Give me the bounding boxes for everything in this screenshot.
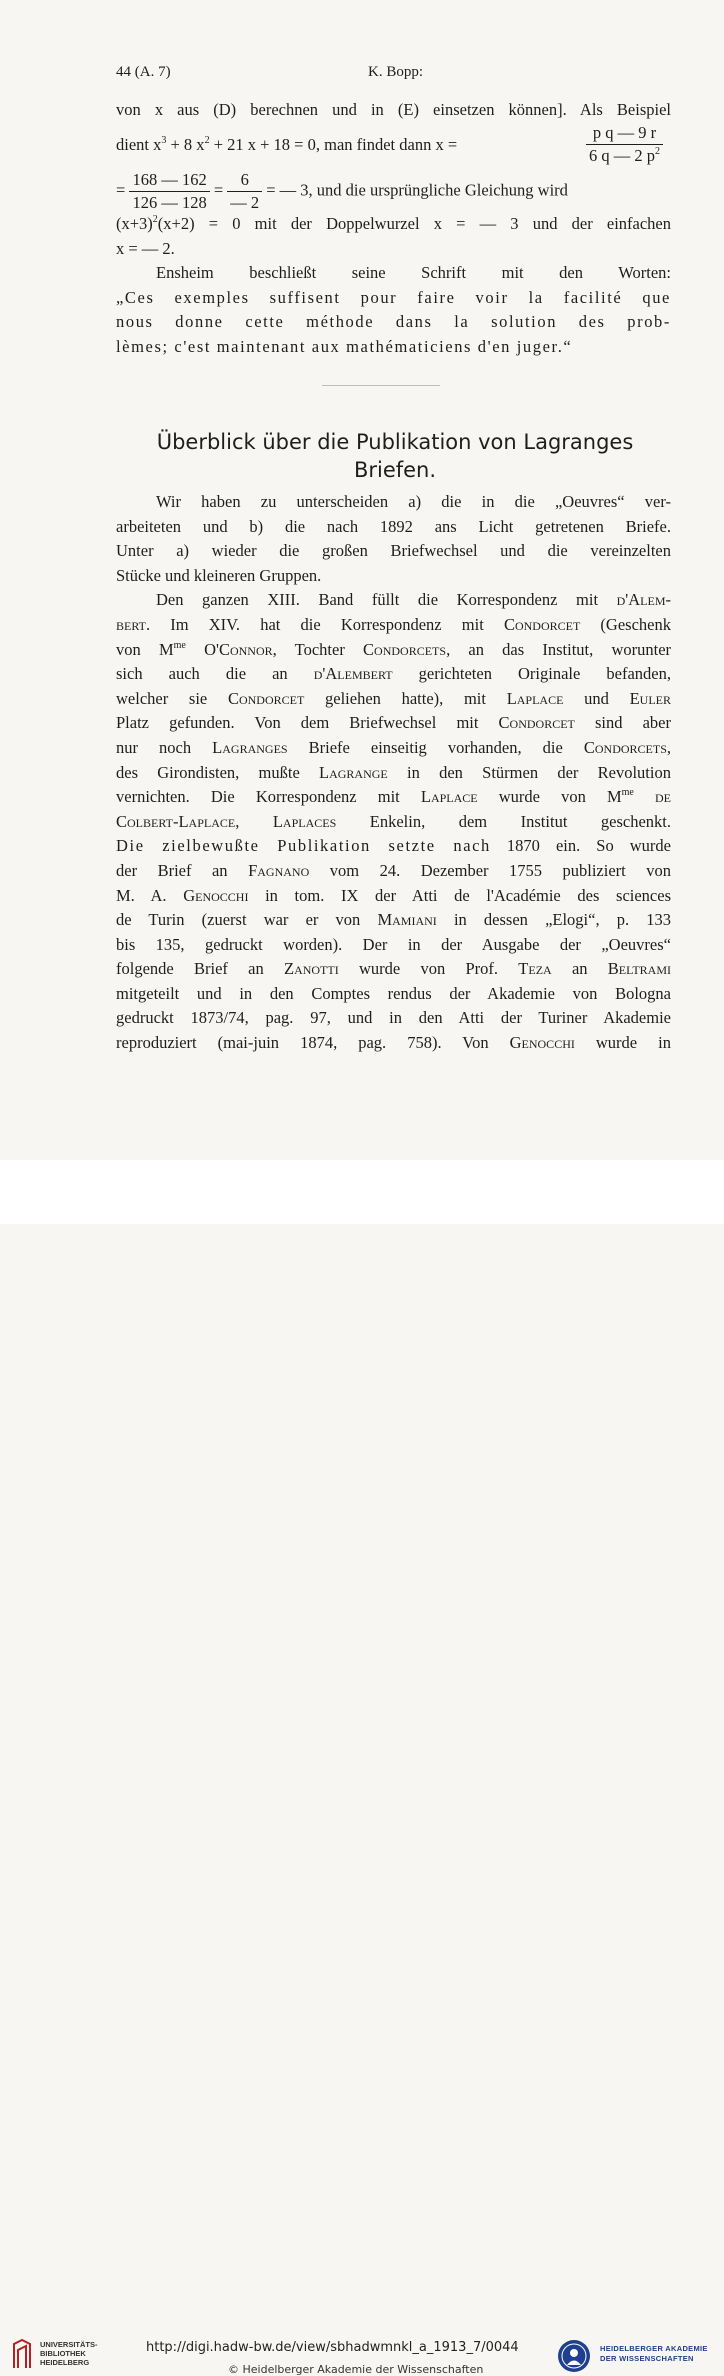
text-line: x = — 2. [116, 238, 175, 258]
body-text [116, 490, 671, 1056]
running-author: K. Bopp: [368, 64, 424, 80]
equation-line: dient $x^3 + 8$ $x^2 + 21$ x + 18 = 0, man findet dann x = [116, 135, 458, 154]
viewer-footer [0, 1160, 724, 2376]
text-line: Den ganzen XIII. Band füllt die Korrespondenz mit d'Alem- [156, 590, 671, 610]
copyright-notice: © Heidelberger Akademie der Wissenschaften [228, 2363, 484, 2376]
fraction-numerator: p q — 9 r [586, 123, 663, 145]
text-line: bis 135, gedruckt worden). Der in der Ausgabe der „Oeuvres“ [116, 934, 671, 954]
fraction-pq [586, 123, 663, 166]
section-divider [322, 385, 440, 386]
text-line: folgende Brief an Zanotti wurde von Prof. Teza an Beltrami [116, 959, 672, 979]
section-heading: Überblick über die Publikation von Lagranges Briefen. [156, 430, 634, 482]
equation-line-2: = $\frac{168 — 162}{126 — 128}$ = $\frac{6}{— 2}$ = — 3, und die ursprüngliche Gleichung wird [116, 170, 568, 212]
fraction-numbers: $\frac{168 — 162}{126 — 128}$ [129, 170, 209, 213]
fraction-denominator: 6 q — 2 $p^2$ [589, 146, 660, 165]
text-line: von x aus (D) berechnen und in (E) einsetzen können]. Als Beispiel [116, 100, 671, 119]
fraction-six: $\frac{6}{— 2}$ [227, 170, 262, 213]
text-line: nur noch Lagranges Briefe einseitig vorhanden, die Condorcets, [116, 737, 671, 757]
text-line: der Brief an Fagnano vom 24. Dezember 1755 publiziert von [116, 860, 671, 880]
text-line: vernichten. Die Korrespondenz mit Laplace wurde von $M^{me}$ de [116, 787, 671, 807]
text-line: Stücke und kleineren Gruppen. [116, 565, 322, 585]
text-line: sich auch die an d'Alembert gerichteten Originale befanden, [116, 664, 671, 684]
text-line: Platz gefunden. Von dem Briefwechsel mit Condorcet sind aber [116, 713, 671, 733]
text-line: bert. Im XIV. hat die Korrespondenz mit Condorcet (Geschenk [116, 614, 671, 634]
quote-line: lèmes; c'est maintenant aux mathématiciens d'en juger.“ [116, 336, 573, 356]
text-line: Colbert-Laplace, Laplaces Enkelin, dem Institut geschenkt. [116, 811, 672, 831]
text-line: de Turin (zuerst war er von Mamiani in dessen „Elogi“, p. 133 [116, 910, 672, 930]
text-line: des Girondisten, mußte Lagrange in den Stürmen der Revolution [116, 762, 671, 782]
library-logo-icon [10, 2338, 34, 2370]
library-name: UNIVERSITÄTS- BIBLIOTHEK HEIDELBERG [40, 2340, 98, 2367]
text-line: von $M^{me}$ O'Connor, Tochter Condorcets, an das Institut, worunter [116, 639, 672, 659]
text-line: mitgeteilt und in den Comptes rendus der Akademie von Bologna [116, 983, 671, 1003]
text-line: welcher sie Condorcet geliehen hatte), mit Laplace und Euler [116, 688, 672, 708]
quote-line: „Ces exemples suffisent pour faire voir la facilité que [116, 287, 671, 307]
text-line: Die zielbewußte Publikation setzte nach 1870 ein. So wurde [116, 836, 671, 856]
academy-seal-icon [556, 2338, 592, 2374]
scanned-page [0, 0, 724, 1160]
paragraph-example-end [116, 212, 671, 360]
text-line: M. A. Genocchi in tom. IX der Atti de l'Académie des sciences [116, 885, 671, 905]
text-line: reproduziert (mai-juin 1874, pag. 758). Von Genocchi wurde in [116, 1033, 671, 1053]
text-line: $(x+3)^2(x+2) = 0$ mit der Doppelwurzel x = — 3 und der einfachen [116, 214, 671, 233]
text-line: gedruckt 1873/74, pag. 97, und in den Atti der Turiner Akademie [116, 1008, 671, 1028]
text-line: arbeiteten und b) die nach 1892 ans Licht getretenen Briefe. [116, 516, 671, 536]
permalink[interactable]: http://digi.hadw-bw.de/view/sbhadwmnkl_a_1913_7/0044 [146, 2340, 519, 2355]
academy-name: HEIDELBERGER AKADEMIE DER WISSENSCHAFTEN [600, 2344, 708, 2363]
paragraph-example [116, 98, 671, 123]
text-line: Wir haben zu unterscheiden a) die in die „Oeuvres“ ver- [156, 492, 671, 511]
text-line: Ensheim beschließt seine Schrift mit den Worten: [156, 263, 671, 283]
quote-line: nous donne cette méthode dans la solution des prob- [116, 312, 671, 332]
text-line: Unter a) wieder die großen Briefwechsel und die vereinzelten [116, 541, 671, 561]
page-number: 44 (A. 7) [116, 64, 171, 80]
